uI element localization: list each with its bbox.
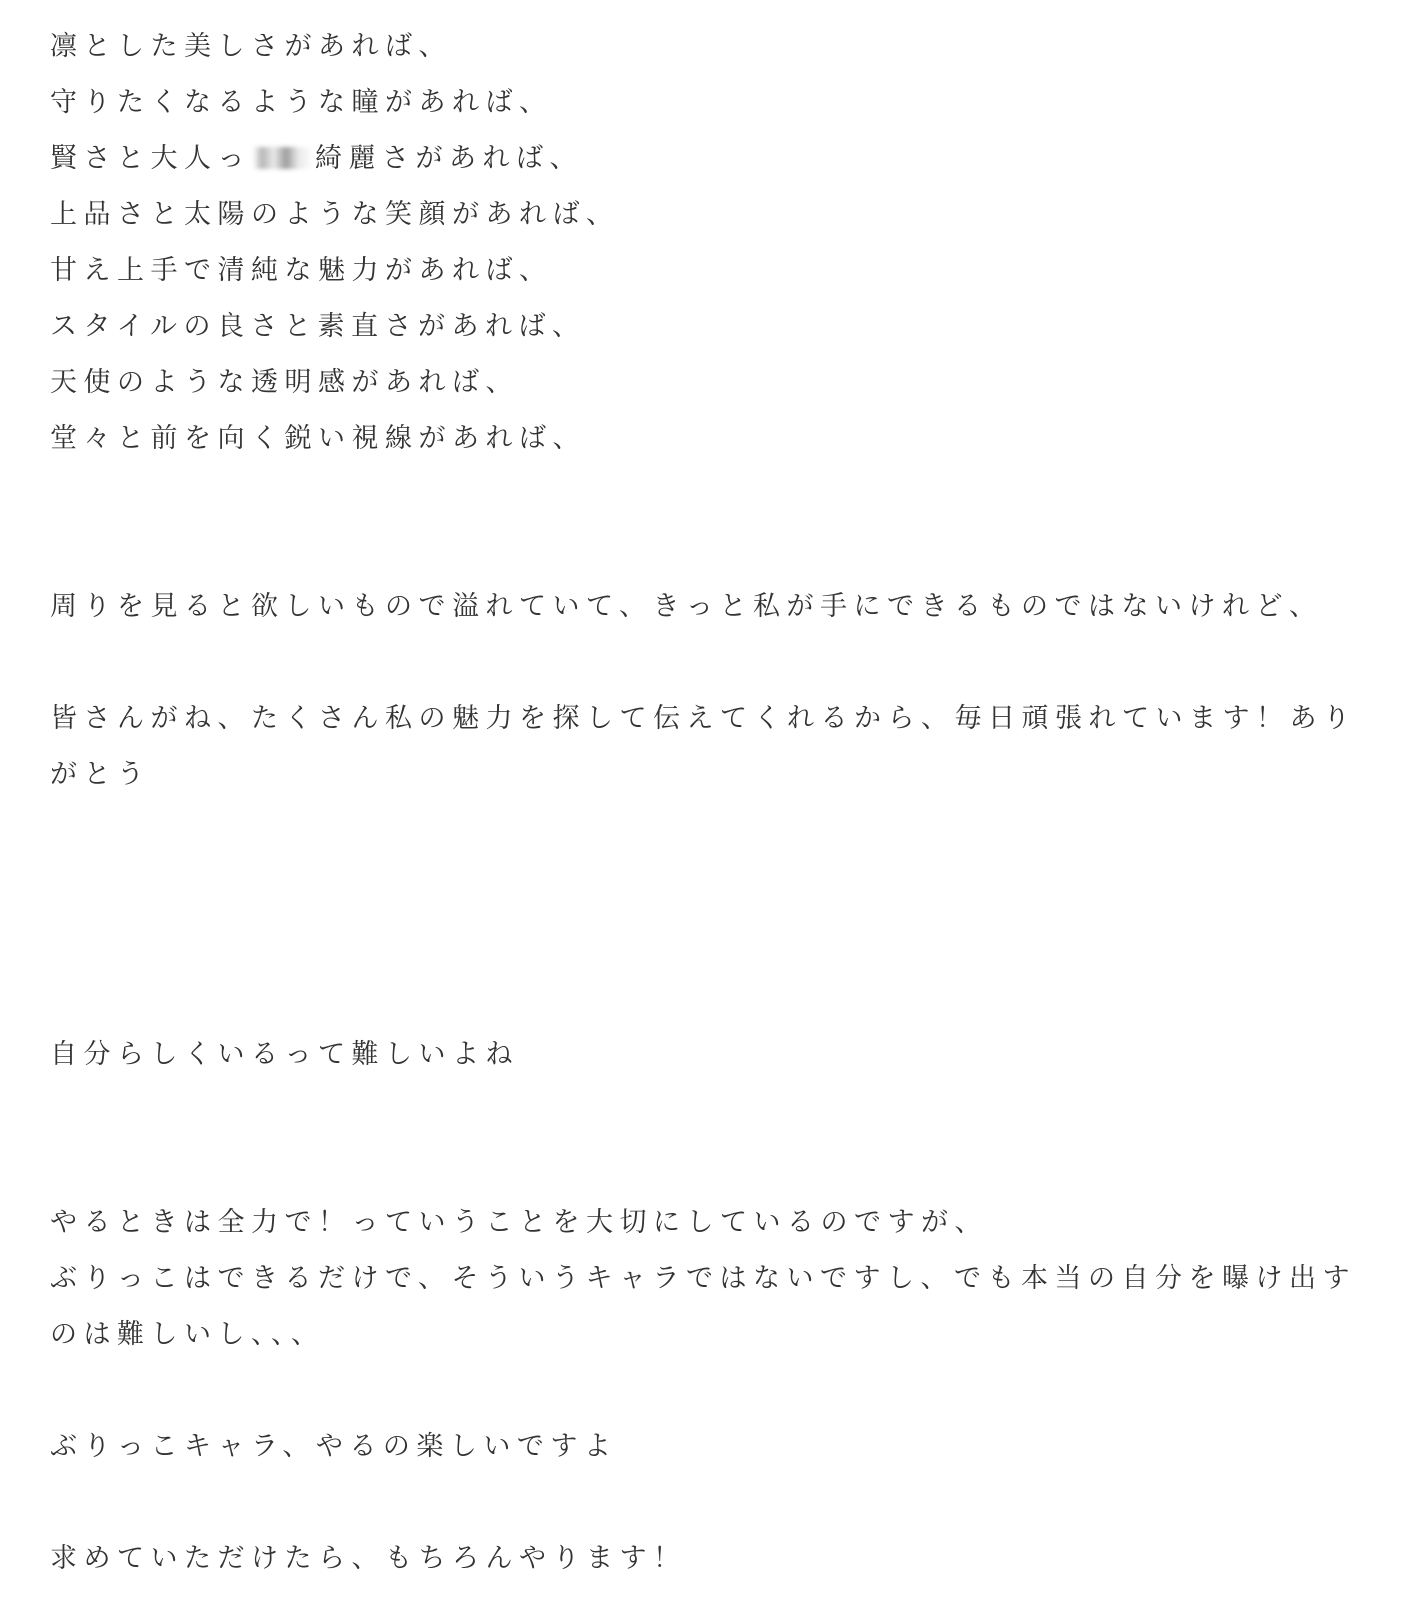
blank-line <box>50 1083 1380 1139</box>
text-line: 凛とした美しさがあれば、 <box>50 31 452 62</box>
text-line: 上品さと太陽のような笑顔があれば、 <box>50 199 620 230</box>
text-line: 堂々と前を向く鋭い視線があれば、 <box>50 423 586 454</box>
text-line: やるときは全力で！っていうことを大切にしているのですが、 <box>50 1207 988 1238</box>
blank-line <box>50 467 1380 523</box>
text-line: がとう <box>50 759 151 790</box>
text-line: 周りを見ると欲しいもので溢れていて、きっと私が手にできるものではないけれど、 <box>50 591 1323 622</box>
text-line: ぶりっこキャラ、やるの楽しいですよ <box>50 1431 618 1462</box>
blank-line <box>50 1475 1380 1531</box>
blank-line <box>50 971 1380 1027</box>
text-line: スタイルの良さと素直さがあれば、 <box>50 311 586 342</box>
text-line: 自分らしくいるって難しいよね <box>50 1039 519 1070</box>
redacted-blur-mark <box>253 147 313 169</box>
blank-line <box>50 1139 1380 1195</box>
blank-line <box>50 859 1380 915</box>
text-line: 甘え上手で清純な魅力があれば、 <box>50 255 553 286</box>
blank-line <box>50 803 1380 859</box>
blank-line <box>50 635 1380 691</box>
text-line: 求めていただけたら、もちろんやります！ <box>50 1543 687 1574</box>
text-line <box>50 131 1380 187</box>
text-line: 守りたくなるような瞳があれば、 <box>50 87 553 118</box>
blank-line <box>50 1363 1380 1419</box>
blank-line <box>50 915 1380 971</box>
blank-line <box>50 523 1380 579</box>
text-line: ぶりっこはできるだけで、そういうキャラではないですし、でも本当の自分を曝け出す <box>50 1263 1356 1294</box>
text-line: のは難しいし、、、 <box>50 1319 325 1350</box>
text-line: 皆さんがね、たくさん私の魅力を探して伝えてくれるから、毎日頑張れています！あり <box>50 703 1357 734</box>
text-fragment: 綺麗さがあれば、 <box>315 143 583 174</box>
text-fragment: 賢さと大人っ <box>50 143 251 174</box>
article-body <box>50 19 1380 1587</box>
text-line: 天使のような透明感があれば、 <box>50 367 519 398</box>
